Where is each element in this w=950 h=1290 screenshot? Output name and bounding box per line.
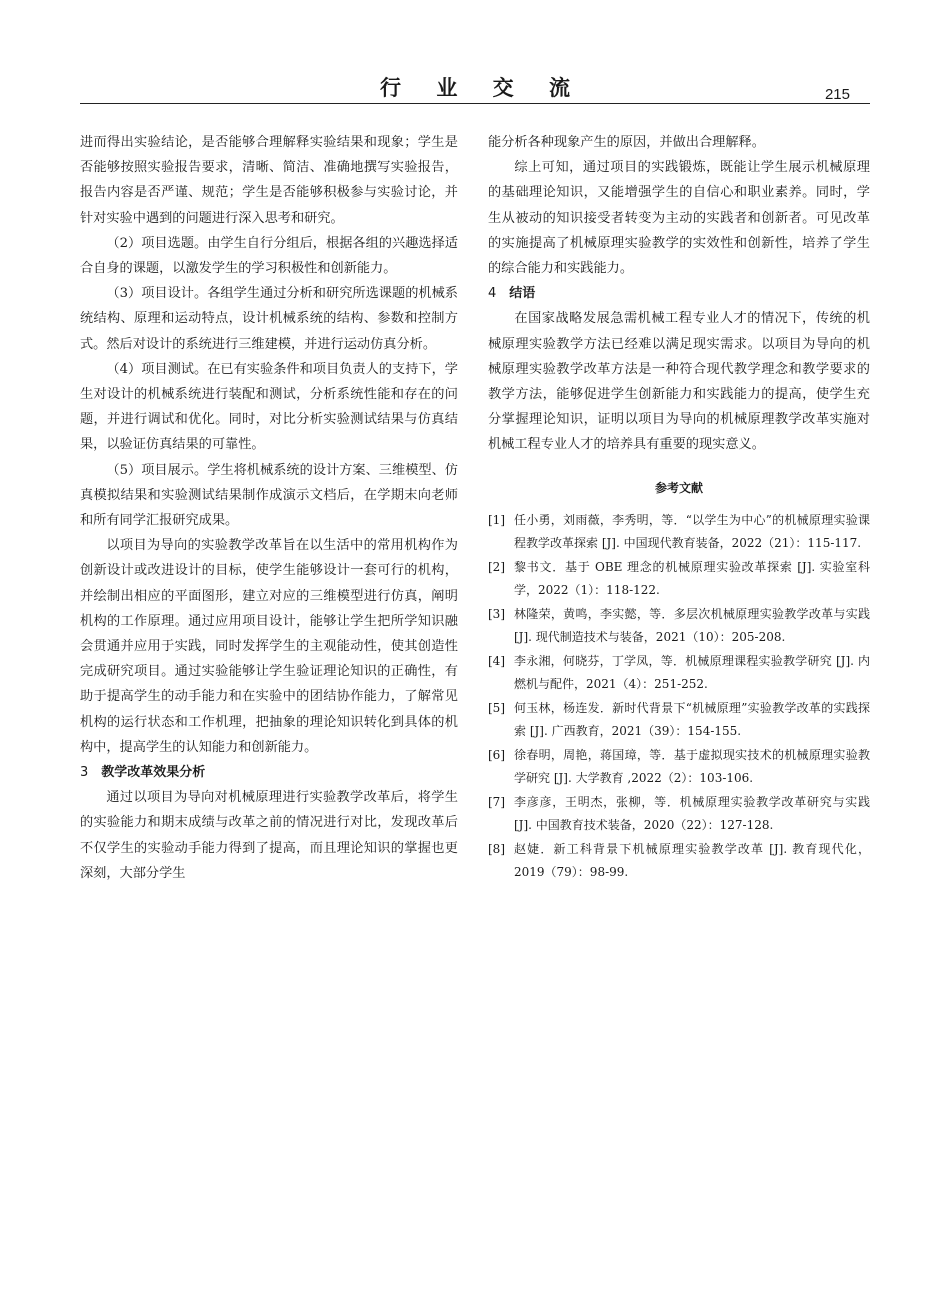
reference-text: 李彦彦，王明杰，张柳，等．机械原理实验教学改革研究与实践 [J]. 中国教育技术装备，2020（22）：127-128.: [514, 794, 870, 832]
reference-label: [8]: [488, 841, 505, 856]
section-heading: [488, 281, 870, 306]
reference-item: [488, 744, 870, 790]
reference-item: [488, 697, 870, 743]
references-title: 参考文献: [654, 480, 703, 495]
reference-item: [488, 603, 870, 649]
paragraph: 以项目为导向的实验教学改革旨在以生活中的常用机构作为创新设计或改进设计的目标，使学生能够设计一套可行的机构，并绘制出相应的平面图形，建立对应的三维模型进行仿真，阐明机构的工作原理。通过应用项目设计，能够让学生把所学知识融会贯通并应用于实践，同时发挥学生的主观能动性，使其创造性完成研究项目。通过实验能够让学生验证理论知识的正确性，有助于提高学生的动手能力和在实验中的团结协作能力，了解常见机构的运行状态和工作机理，把抽象的理论知识转化到具体的机构中，提高学生的认知能力和创新能力。: [80, 538, 458, 755]
reference-item: [488, 650, 870, 696]
reference-label: [4]: [488, 653, 505, 668]
reference-label: [6]: [488, 747, 505, 762]
reference-text: 黎书文．基于 OBE 理念的机械原理实验改革探索 [J]. 实验室科学，2022（1）：118-122.: [514, 559, 870, 597]
reference-item: [488, 556, 870, 602]
reference-item: [488, 509, 870, 555]
paragraph: （2）项目选题。由学生自行分组后，根据各组的兴趣选择适合自身的课题，以激发学生的学习积极性和创新能力。: [80, 235, 458, 277]
paragraph: （4）项目测试。在已有实验条件和项目负责人的支持下，学生对设计的机械系统进行装配和测试，分析系统性能和存在的问题，并进行调试和优化。同时，对比分析实验测试结果与仿真结果，以验证仿真结果的可靠性。: [80, 361, 458, 453]
paragraph: （3）项目设计。各组学生通过分析和研究所选课题的机械系统结构、原理和运动特点，设计机械系统的结构、参数和控制方式。然后对设计的系统进行三维建模，并进行运动仿真分析。: [80, 286, 458, 352]
paragraph: 综上可知，通过项目的实践锻炼，既能让学生展示机械原理的基础理论知识，又能增强学生的自信心和职业素养。同时，学生从被动的知识接受者转变为主动的实践者和创新者。可见改革的实施提高了机械原理实验教学的实效性和创新性，培养了学生的综合能力和实践能力。: [488, 160, 870, 277]
reference-text: 林隆荣，黄鸣，李实懿，等．多层次机械原理实验教学改革与实践 [J]. 现代制造技术与装备，2021（10）：205-208.: [514, 606, 870, 644]
left-column: [80, 130, 458, 886]
section-title: 教学改革效果分析: [101, 765, 206, 781]
reference-label: [5]: [488, 700, 505, 715]
page-header: [80, 72, 870, 104]
reference-text: 何玉林，杨连发．新时代背景下“机械原理”实验教学改革的实践探索 [J]. 广西教育，2021（39）：154-155.: [514, 700, 870, 738]
section-heading: [80, 760, 458, 785]
reference-label: [2]: [488, 559, 505, 574]
reference-item: [488, 791, 870, 837]
section-number: 4: [488, 286, 497, 302]
paragraph: 能分析各种现象产生的原因，并做出合理解释。: [488, 135, 765, 150]
reference-text: 任小勇，刘雨薇，李秀明，等．“以学生为中心”的机械原理实验课程教学改革探索 [J]. 中国现代教育装备，2022（21）：115-117.: [514, 512, 870, 550]
reference-label: [1]: [488, 512, 505, 527]
section-number: 3: [80, 765, 89, 781]
header-rule: [80, 103, 870, 104]
reference-item: [488, 838, 870, 884]
section-title: 结语: [509, 286, 536, 302]
reference-label: [7]: [488, 794, 505, 809]
paragraph: （5）项目展示。学生将机械系统的设计方案、三维模型、仿真模拟结果和实验测试结果制作成演示文档后，在学期末向老师和所有同学汇报研究成果。: [80, 462, 458, 529]
right-column: [488, 130, 870, 885]
reference-list: [488, 509, 870, 884]
paragraph: 在国家战略发展急需机械工程专业人才的情况下，传统的机械原理实验教学方法已经难以满足现实需求。以项目为导向的机械原理实验教学改革方法是一种符合现代教学理念和教学要求的教学方法，能够促进学生创新能力和实践能力的提高，使学生充分掌握理论知识，证明以项目为导向的机械原理教学改革实施对机械工程专业人才的培养具有重要的现实意义。: [488, 311, 870, 453]
paragraph: 进而得出实验结论，是否能够合理解释实验结果和现象；学生是否能够按照实验报告要求，清晰、简洁、准确地撰写实验报告，报告内容是否严谨、规范；学生是否能够积极参与实验讨论，并针对实验中遇到的问题进行深入思考和研究。: [80, 135, 458, 226]
reference-text: 徐春明，周艳，蒋国璋，等．基于虚拟现实技术的机械原理实验教学研究 [J]. 大学教育 ,2022（2）：103-106.: [514, 747, 870, 785]
reference-text: 李永湘，何晓芬，丁学凤，等．机械原理课程实验教学研究 [J]. 内燃机与配件，2021（4）：251-252.: [514, 653, 870, 691]
reference-label: [3]: [488, 606, 505, 621]
paragraph: 通过以项目为导向对机械原理进行实验教学改革后，将学生的实验能力和期末成绩与改革之前的情况进行对比，发现改革后不仅学生的实验动手能力得到了提高，而且理论知识的掌握也更深刻，大部分学生: [80, 790, 458, 881]
reference-text: 赵婕．新工科背景下机械原理实验教学改革 [J]. 教育现代化，2019（79）：98-99.: [514, 841, 870, 879]
journal-section-title: 行 业 交 流: [380, 76, 584, 100]
page-number: 215: [824, 86, 850, 103]
